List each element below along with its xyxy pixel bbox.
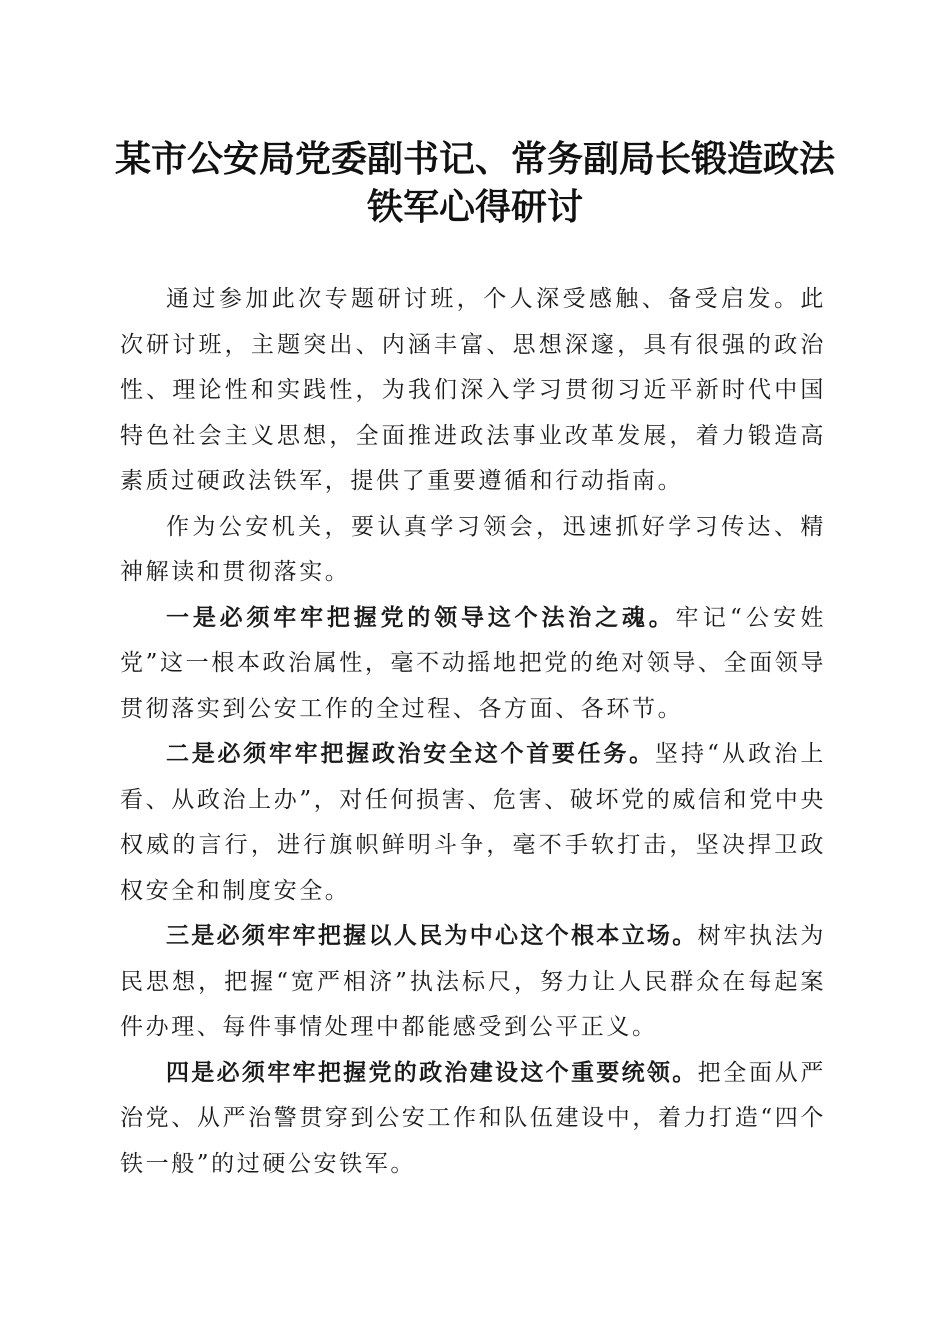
paragraph-text: 牢记“公安姓党”这一根本政治属性，毫不动摇地把党的绝对领导、全面领导贯彻落实到公安工作的全过程、各方面、各环节。 xyxy=(120,604,826,722)
paragraph-text: 作为公安机关，要认真学习领会，迅速抓好学习传达、精神解读和贯彻落实。 xyxy=(120,513,826,585)
paragraph-intro xyxy=(120,277,826,505)
paragraph-lead: 三是必须牢牢把握以人民为中心这个根本立场。 xyxy=(166,923,698,949)
paragraph-text: 树牢执法为民思想，把握“宽严相济”执法标尺，努力让人民群众在每起案件办理、每件事情处理中都能感受到公平正义。 xyxy=(120,923,827,1040)
title-line-2: 铁军心得研讨 xyxy=(366,186,583,228)
document-title xyxy=(100,135,850,231)
paragraph-lead: 二是必须牢牢把握政治安全这个首要任务。 xyxy=(166,741,655,767)
paragraph-text: 坚持“从政治上看、从政治上办”，对任何损害、危害、破坏党的威信和党中央权威的言行，进行旗帜鲜明斗争，毫不手软打击，坚决捍卫政权安全和制度安全。 xyxy=(120,741,826,904)
title-line-1: 某市公安局党委副书记、常务副局长锻造政法 xyxy=(114,138,835,180)
paragraph-lead: 一是必须牢牢把握党的领导这个法治之魂。 xyxy=(166,604,676,631)
paragraph-requirement xyxy=(120,505,826,596)
document-body xyxy=(120,277,826,1187)
paragraph-point-4 xyxy=(120,1051,826,1188)
paragraph-point-3 xyxy=(120,914,826,1051)
paragraph-lead: 四是必须牢牢把握党的政治建设这个重要统领。 xyxy=(166,1059,698,1086)
paragraph-text: 把全面从严治党、从严治警贯穿到公安工作和队伍建设中，着力打造“四个铁一般”的过硬公安铁军。 xyxy=(120,1059,827,1177)
paragraph-point-1 xyxy=(120,596,826,733)
paragraph-text: 通过参加此次专题研讨班，个人深受感触、备受启发。此次研讨班，主题突出、内涵丰富、思想深邃，具有很强的政治性、理论性和实践性，为我们深入学习贯彻习近平新时代中国特色社会主义思想，全面推进政法事业改革发展，着力锻造高素质过硬政法铁军，提供了重要遵循和行动指南。 xyxy=(120,286,826,494)
paragraph-point-2 xyxy=(120,732,826,914)
